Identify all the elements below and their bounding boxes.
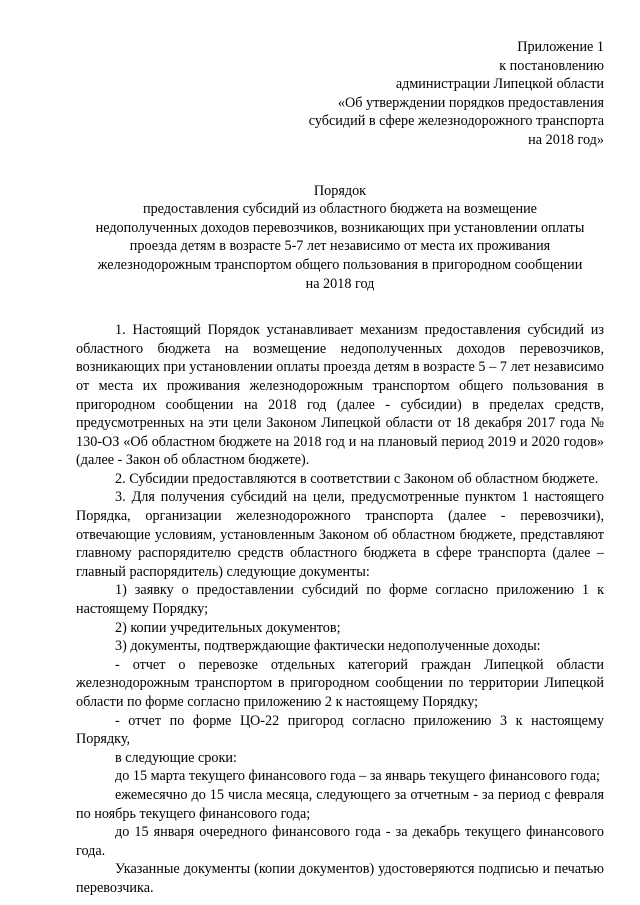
annex-line: субсидий в сфере железнодорожного транспорта <box>308 113 604 130</box>
deadlines-intro: в следующие сроки: <box>115 749 237 766</box>
deadline-2: ежемесячно до 15 числа месяца, следующего за отчетным - за период с февраля по ноябрь текущего финансового года; <box>76 786 604 822</box>
document-page <box>76 38 604 898</box>
annex-line: на 2018 год» <box>528 131 604 148</box>
list-item-1: 1) заявку о предоставлении субсидий по форме согласно приложению 1 к настоящему Порядку; <box>76 582 604 618</box>
title-line: проезда детям в возрасте 5-7 лет независимо от места их проживания <box>129 238 551 255</box>
annex-header <box>76 38 604 150</box>
report-item-1: - отчет о перевозке отдельных категорий граждан Липецкой области железнодорожным транспортом в пригородном сообщении по территории Липецкой области по форме согласно приложению 2 к настоящему Порядку; <box>76 656 604 710</box>
report-item-2: - отчет по форме ЦО-22 пригород согласно приложению 3 к настоящему Порядку, <box>76 712 604 748</box>
title-line: предоставления субсидий из областного бюджета на возмещение <box>143 201 537 218</box>
paragraph-2: 2. Субсидии предоставляются в соответствии с Законом об областном бюджете. <box>115 470 599 487</box>
title-line: на 2018 год <box>305 275 375 292</box>
title-line: железнодорожным транспортом общего пользования в пригородном сообщении <box>97 256 583 273</box>
deadline-3: до 15 января очередного финансового года - за декабрь текущего финансового года. <box>76 824 604 859</box>
title-line: недополученных доходов перевозчиков, возникающих при установлении оплаты <box>95 219 585 236</box>
document-title <box>76 182 604 294</box>
annex-line: администрации Липецкой области <box>395 76 604 93</box>
list-item-2: 2) копии учредительных документов; <box>115 619 341 636</box>
annex-line: к постановлению <box>499 57 604 74</box>
annex-line: Приложение 1 <box>517 39 604 55</box>
deadline-1: до 15 марта текущего финансового года – за январь текущего финансового года; <box>115 768 600 785</box>
paragraph-3: 3. Для получения субсидий на цели, предусмотренные пунктом 1 настоящего Порядка, организации железнодорожного транспорта (далее - перевозчики), отвечающие условиям, установленным Законом об областном бюджете, представляют главному распорядителю средств областного бюджета в сфере транспорта (далее – главный распорядитель) следующие документы: <box>76 489 604 580</box>
document-body <box>76 321 604 897</box>
list-item-3: 3) документы, подтверждающие фактически недополученные доходы: <box>115 638 541 655</box>
paragraph-1: 1. Настоящий Порядок устанавливает механизм предоставления субсидий из областного бюджета на возмещение недополученных доходов перевозчиков, возникающих при установлении оплаты проезда детям в возрасте 5 – 7 лет независимо от места их проживания железнодорожным транспортом общего пользования в пригородном сообщении на 2018 год (далее - субсидии) в пределах средств, предусмотренных на эти цели Законом Липецкой области от 18 декабря 2017 года № 130-ОЗ «Об областном бюджете на 2018 год и на плановый период 2019 и 2020 годов» (далее - Закон об областном бюджете). <box>76 322 604 469</box>
certification-note: Указанные документы (копии документов) удостоверяются подписью и печатью перевозчика. <box>76 861 604 896</box>
title-heading: Порядок <box>313 182 367 199</box>
annex-line: «Об утверждении порядков предоставления <box>337 94 604 111</box>
